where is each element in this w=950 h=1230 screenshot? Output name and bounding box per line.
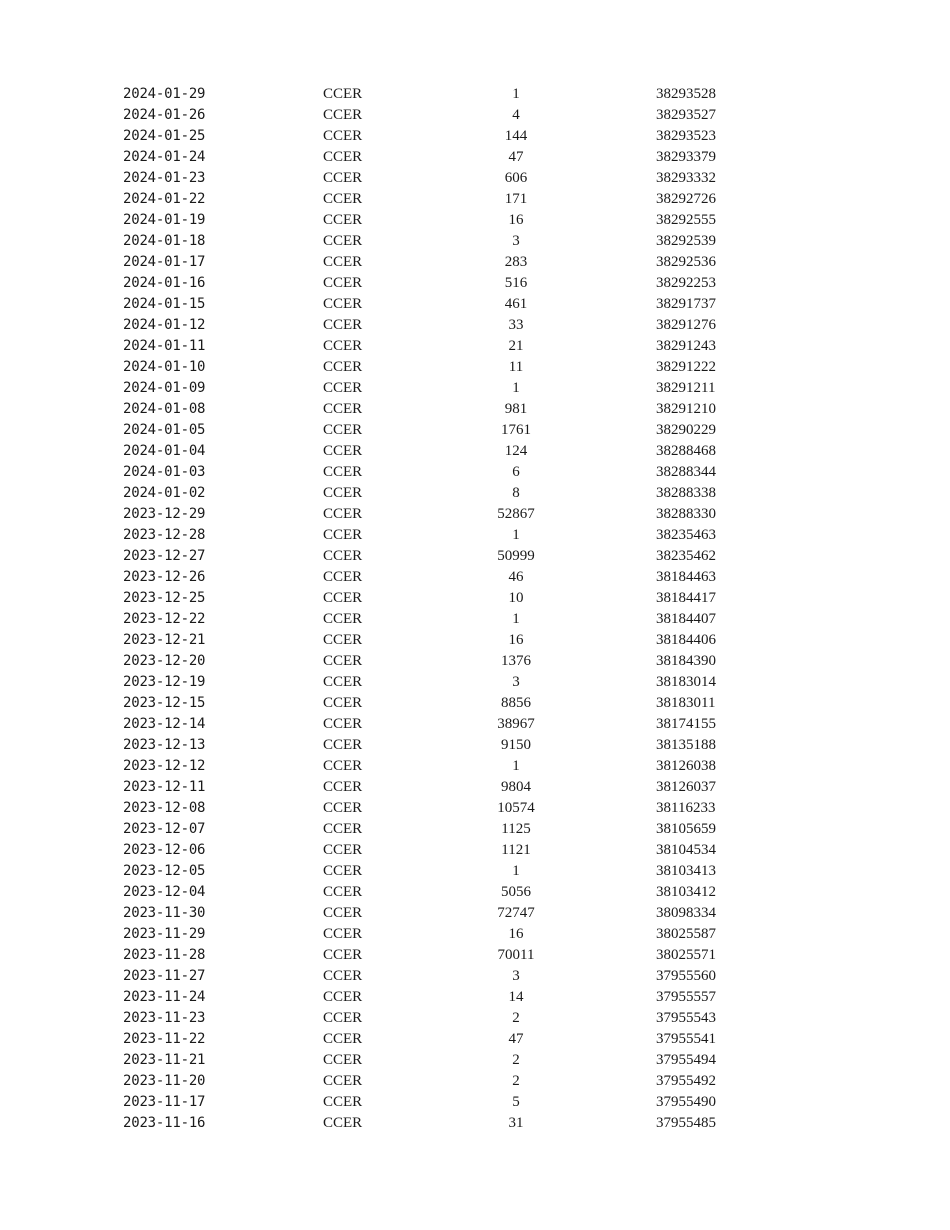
table-row — [0, 903, 950, 924]
date-cell: 2024-01-04 — [123, 443, 206, 459]
table-row — [0, 231, 950, 252]
table-row — [0, 861, 950, 882]
date-cell: 2023-11-29 — [123, 926, 206, 942]
date-cell: 2024-01-05 — [123, 422, 206, 438]
volume-cell: 8 — [512, 485, 520, 501]
date-cell: 2023-11-20 — [123, 1073, 206, 1089]
table-row — [0, 1071, 950, 1092]
cumulative-cell: 38135188 — [656, 737, 716, 753]
volume-cell: 5 — [512, 1094, 520, 1110]
type-cell: CCER — [323, 506, 363, 522]
type-cell: CCER — [323, 149, 363, 165]
table-row — [0, 945, 950, 966]
table-row — [0, 252, 950, 273]
volume-cell: 3 — [512, 233, 520, 249]
type-cell: CCER — [323, 800, 363, 816]
cumulative-cell: 38288330 — [656, 506, 716, 522]
cumulative-cell: 38293523 — [656, 128, 716, 144]
table-row — [0, 630, 950, 651]
table-row — [0, 798, 950, 819]
date-cell: 2023-12-25 — [123, 590, 206, 606]
cumulative-cell: 38293528 — [656, 86, 716, 102]
date-cell: 2024-01-19 — [123, 212, 206, 228]
type-cell: CCER — [323, 1010, 363, 1026]
table-row — [0, 483, 950, 504]
cumulative-cell: 37955560 — [656, 968, 716, 984]
type-cell: CCER — [323, 170, 363, 186]
volume-cell: 1121 — [501, 842, 531, 858]
date-cell: 2023-11-27 — [123, 968, 206, 984]
table-row — [0, 756, 950, 777]
type-cell: CCER — [323, 842, 363, 858]
table-row — [0, 504, 950, 525]
type-cell: CCER — [323, 401, 363, 417]
type-cell: CCER — [323, 548, 363, 564]
cumulative-cell: 38105659 — [656, 821, 716, 837]
date-cell: 2023-12-29 — [123, 506, 206, 522]
table-row — [0, 294, 950, 315]
date-cell: 2023-11-30 — [123, 905, 206, 921]
volume-cell: 2 — [512, 1010, 520, 1026]
volume-cell: 3 — [512, 674, 520, 690]
date-cell: 2023-12-20 — [123, 653, 206, 669]
cumulative-cell: 38292726 — [656, 191, 716, 207]
volume-cell: 171 — [504, 191, 528, 207]
cumulative-cell: 37955541 — [656, 1031, 716, 1047]
volume-cell: 70011 — [497, 947, 535, 963]
cumulative-cell: 38126037 — [656, 779, 716, 795]
type-cell: CCER — [323, 128, 363, 144]
table-row — [0, 987, 950, 1008]
type-cell: CCER — [323, 1073, 363, 1089]
table-row — [0, 1092, 950, 1113]
date-cell: 2024-01-09 — [123, 380, 206, 396]
cumulative-cell: 38291211 — [656, 380, 716, 396]
date-cell: 2023-12-11 — [123, 779, 206, 795]
cumulative-cell: 38025587 — [656, 926, 716, 942]
date-cell: 2024-01-03 — [123, 464, 206, 480]
date-cell: 2023-12-14 — [123, 716, 206, 732]
table-row — [0, 672, 950, 693]
table-row — [0, 210, 950, 231]
volume-cell: 10574 — [497, 800, 535, 816]
type-cell: CCER — [323, 191, 363, 207]
date-cell: 2024-01-15 — [123, 296, 206, 312]
volume-cell: 1 — [512, 611, 520, 627]
volume-cell: 9150 — [501, 737, 531, 753]
type-cell: CCER — [323, 989, 363, 1005]
table-row — [0, 84, 950, 105]
table-row — [0, 147, 950, 168]
type-cell: CCER — [323, 758, 363, 774]
volume-cell: 38967 — [497, 716, 535, 732]
date-cell: 2023-12-22 — [123, 611, 206, 627]
cumulative-cell: 38288468 — [656, 443, 716, 459]
table-row — [0, 105, 950, 126]
volume-cell: 124 — [504, 443, 528, 459]
date-cell: 2023-12-28 — [123, 527, 206, 543]
type-cell: CCER — [323, 1031, 363, 1047]
type-cell: CCER — [323, 884, 363, 900]
cumulative-cell: 38293379 — [656, 149, 716, 165]
type-cell: CCER — [323, 338, 363, 354]
cumulative-cell: 38291276 — [656, 317, 716, 333]
table-row — [0, 525, 950, 546]
cumulative-cell: 38184406 — [656, 632, 716, 648]
date-cell: 2023-11-23 — [123, 1010, 206, 1026]
volume-cell: 16 — [508, 212, 524, 228]
cumulative-cell: 38183011 — [656, 695, 716, 711]
volume-cell: 1 — [512, 86, 520, 102]
cumulative-cell: 38288344 — [656, 464, 716, 480]
table-row — [0, 420, 950, 441]
type-cell: CCER — [323, 737, 363, 753]
volume-cell: 1 — [512, 380, 520, 396]
date-cell: 2023-12-27 — [123, 548, 206, 564]
date-cell: 2023-12-07 — [123, 821, 206, 837]
table-row — [0, 924, 950, 945]
date-cell: 2024-01-18 — [123, 233, 206, 249]
table-row — [0, 840, 950, 861]
cumulative-cell: 38290229 — [656, 422, 716, 438]
cumulative-cell: 38184390 — [656, 653, 716, 669]
date-cell: 2023-11-28 — [123, 947, 206, 963]
date-cell: 2024-01-24 — [123, 149, 206, 165]
volume-cell: 52867 — [497, 506, 535, 522]
type-cell: CCER — [323, 1115, 363, 1131]
volume-cell: 14 — [508, 989, 524, 1005]
table-row — [0, 189, 950, 210]
table-row — [0, 651, 950, 672]
cumulative-cell: 38291222 — [656, 359, 716, 375]
date-cell: 2023-12-19 — [123, 674, 206, 690]
date-cell: 2023-12-13 — [123, 737, 206, 753]
cumulative-cell: 38235462 — [656, 548, 716, 564]
table-row — [0, 714, 950, 735]
cumulative-cell: 38288338 — [656, 485, 716, 501]
volume-cell: 283 — [504, 254, 528, 270]
type-cell: CCER — [323, 443, 363, 459]
table-row — [0, 1029, 950, 1050]
date-cell: 2023-12-05 — [123, 863, 206, 879]
date-cell: 2023-11-24 — [123, 989, 206, 1005]
table-row — [0, 378, 950, 399]
volume-cell: 10 — [508, 590, 524, 606]
volume-cell: 1761 — [501, 422, 531, 438]
table-row — [0, 441, 950, 462]
date-cell: 2023-12-04 — [123, 884, 206, 900]
cumulative-cell: 38126038 — [656, 758, 716, 774]
table-row — [0, 588, 950, 609]
table-row — [0, 399, 950, 420]
table-row — [0, 735, 950, 756]
volume-cell: 2 — [512, 1052, 520, 1068]
volume-cell: 3 — [512, 968, 520, 984]
date-cell: 2024-01-12 — [123, 317, 206, 333]
type-cell: CCER — [323, 254, 363, 270]
type-cell: CCER — [323, 926, 363, 942]
type-cell: CCER — [323, 947, 363, 963]
volume-cell: 72747 — [497, 905, 535, 921]
date-cell: 2023-12-15 — [123, 695, 206, 711]
table-row — [0, 1008, 950, 1029]
cumulative-cell: 38025571 — [656, 947, 716, 963]
table-row — [0, 882, 950, 903]
cumulative-cell: 38183014 — [656, 674, 716, 690]
table-row — [0, 546, 950, 567]
volume-cell: 461 — [504, 296, 528, 312]
type-cell: CCER — [323, 1052, 363, 1068]
volume-cell: 1 — [512, 527, 520, 543]
volume-cell: 47 — [508, 149, 524, 165]
cumulative-cell: 38291243 — [656, 338, 716, 354]
date-cell: 2023-12-21 — [123, 632, 206, 648]
date-cell: 2024-01-26 — [123, 107, 206, 123]
table-row — [0, 357, 950, 378]
date-cell: 2024-01-08 — [123, 401, 206, 417]
cumulative-cell: 37955485 — [656, 1115, 716, 1131]
table-row — [0, 336, 950, 357]
volume-cell: 1 — [512, 758, 520, 774]
date-cell: 2024-01-17 — [123, 254, 206, 270]
type-cell: CCER — [323, 527, 363, 543]
type-cell: CCER — [323, 674, 363, 690]
cumulative-cell: 38292555 — [656, 212, 716, 228]
date-cell: 2023-11-22 — [123, 1031, 206, 1047]
volume-cell: 1 — [512, 863, 520, 879]
volume-cell: 8856 — [501, 695, 531, 711]
cumulative-cell: 38293332 — [656, 170, 716, 186]
volume-cell: 16 — [508, 632, 524, 648]
type-cell: CCER — [323, 779, 363, 795]
table-row — [0, 126, 950, 147]
type-cell: CCER — [323, 569, 363, 585]
cumulative-cell: 38184417 — [656, 590, 716, 606]
cumulative-cell: 37955543 — [656, 1010, 716, 1026]
type-cell: CCER — [323, 905, 363, 921]
volume-cell: 4 — [512, 107, 520, 123]
type-cell: CCER — [323, 233, 363, 249]
type-cell: CCER — [323, 590, 363, 606]
type-cell: CCER — [323, 317, 363, 333]
cumulative-cell: 38291737 — [656, 296, 716, 312]
type-cell: CCER — [323, 716, 363, 732]
date-cell: 2024-01-23 — [123, 170, 206, 186]
table-row — [0, 1113, 950, 1134]
cumulative-cell: 38291210 — [656, 401, 716, 417]
type-cell: CCER — [323, 86, 363, 102]
cumulative-cell: 38293527 — [656, 107, 716, 123]
volume-cell: 33 — [508, 317, 524, 333]
table-row — [0, 462, 950, 483]
cumulative-cell: 38104534 — [656, 842, 716, 858]
type-cell: CCER — [323, 653, 363, 669]
date-cell: 2024-01-22 — [123, 191, 206, 207]
date-cell: 2023-11-21 — [123, 1052, 206, 1068]
cumulative-cell: 38292536 — [656, 254, 716, 270]
volume-cell: 47 — [508, 1031, 524, 1047]
type-cell: CCER — [323, 212, 363, 228]
date-cell: 2024-01-16 — [123, 275, 206, 291]
volume-cell: 9804 — [501, 779, 531, 795]
volume-cell: 606 — [504, 170, 528, 186]
type-cell: CCER — [323, 632, 363, 648]
cumulative-cell: 38098334 — [656, 905, 716, 921]
table-row — [0, 693, 950, 714]
volume-cell: 981 — [504, 401, 528, 417]
cumulative-cell: 38292539 — [656, 233, 716, 249]
data-table — [0, 84, 950, 1134]
type-cell: CCER — [323, 107, 363, 123]
type-cell: CCER — [323, 485, 363, 501]
type-cell: CCER — [323, 275, 363, 291]
type-cell: CCER — [323, 380, 363, 396]
volume-cell: 6 — [512, 464, 520, 480]
date-cell: 2023-12-06 — [123, 842, 206, 858]
cumulative-cell: 38116233 — [656, 800, 716, 816]
cumulative-cell: 38184463 — [656, 569, 716, 585]
cumulative-cell: 38103412 — [656, 884, 716, 900]
date-cell: 2024-01-29 — [123, 86, 206, 102]
type-cell: CCER — [323, 296, 363, 312]
date-cell: 2023-12-26 — [123, 569, 206, 585]
type-cell: CCER — [323, 968, 363, 984]
volume-cell: 1376 — [501, 653, 531, 669]
type-cell: CCER — [323, 611, 363, 627]
volume-cell: 11 — [508, 359, 524, 375]
date-cell: 2024-01-02 — [123, 485, 206, 501]
volume-cell: 5056 — [501, 884, 531, 900]
date-cell: 2024-01-11 — [123, 338, 206, 354]
cumulative-cell: 38174155 — [656, 716, 716, 732]
cumulative-cell: 38235463 — [656, 527, 716, 543]
volume-cell: 31 — [508, 1115, 524, 1131]
type-cell: CCER — [323, 359, 363, 375]
volume-cell: 21 — [508, 338, 524, 354]
type-cell: CCER — [323, 464, 363, 480]
cumulative-cell: 37955492 — [656, 1073, 716, 1089]
table-row — [0, 1050, 950, 1071]
table-row — [0, 777, 950, 798]
type-cell: CCER — [323, 422, 363, 438]
type-cell: CCER — [323, 695, 363, 711]
type-cell: CCER — [323, 863, 363, 879]
table-row — [0, 273, 950, 294]
volume-cell: 16 — [508, 926, 524, 942]
cumulative-cell: 37955494 — [656, 1052, 716, 1068]
table-row — [0, 609, 950, 630]
volume-cell: 1125 — [501, 821, 531, 837]
table-row — [0, 315, 950, 336]
volume-cell: 2 — [512, 1073, 520, 1089]
cumulative-cell: 37955557 — [656, 989, 716, 1005]
table-row — [0, 567, 950, 588]
cumulative-cell: 38292253 — [656, 275, 716, 291]
cumulative-cell: 38184407 — [656, 611, 716, 627]
volume-cell: 46 — [508, 569, 524, 585]
table-row — [0, 966, 950, 987]
date-cell: 2024-01-25 — [123, 128, 206, 144]
date-cell: 2023-11-17 — [123, 1094, 206, 1110]
date-cell: 2023-11-16 — [123, 1115, 206, 1131]
cumulative-cell: 37955490 — [656, 1094, 716, 1110]
date-cell: 2023-12-12 — [123, 758, 206, 774]
type-cell: CCER — [323, 821, 363, 837]
date-cell: 2024-01-10 — [123, 359, 206, 375]
table-row — [0, 819, 950, 840]
volume-cell: 516 — [504, 275, 528, 291]
cumulative-cell: 38103413 — [656, 863, 716, 879]
volume-cell: 144 — [504, 128, 528, 144]
type-cell: CCER — [323, 1094, 363, 1110]
date-cell: 2023-12-08 — [123, 800, 206, 816]
table-row — [0, 168, 950, 189]
volume-cell: 50999 — [497, 548, 535, 564]
